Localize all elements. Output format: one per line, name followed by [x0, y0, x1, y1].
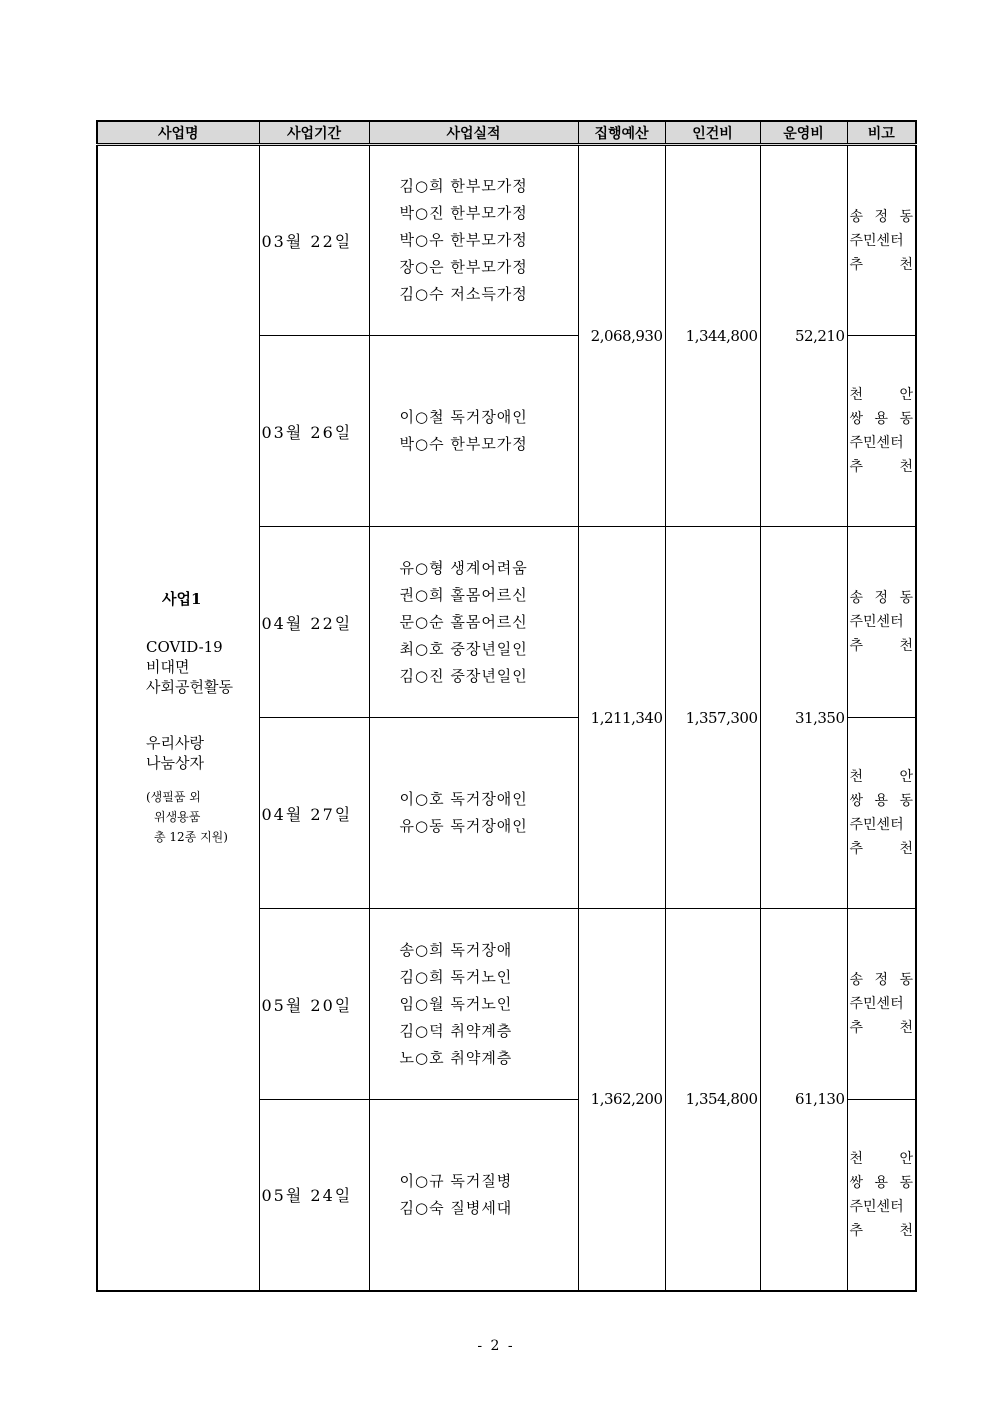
note-line: 송 정 동: [849, 972, 913, 988]
note-line: 천 안: [849, 1150, 913, 1167]
header-row: [97, 121, 916, 145]
result-item: 박○우 한부모가정: [399, 231, 528, 249]
result-item: 박○수 한부모가정: [399, 435, 528, 453]
personnel-cell: 1,344,800: [665, 145, 760, 527]
header-project-name: 사업명: [97, 121, 259, 145]
note-cell: [847, 909, 916, 1100]
header-results: 사업실적: [369, 121, 578, 145]
result-item: 최○호 중장년일인: [399, 639, 528, 658]
budget-cell: 1,211,340: [578, 527, 665, 909]
note-line: 추 천: [849, 459, 913, 475]
note-line: 추 천: [849, 256, 913, 273]
header-note: 비고: [847, 121, 916, 145]
operating-cell: 52,210: [760, 145, 847, 527]
result-item: 김○진 중장년일인: [399, 666, 528, 685]
project-title: 사업1: [162, 590, 202, 609]
header-period: 사업기간: [259, 121, 369, 145]
project-line: 나눔상자: [146, 754, 204, 773]
result-item: 문○순 홀몸어르신: [399, 612, 528, 631]
result-item: 이○철 독거장애인: [399, 408, 528, 426]
result-item: 김○숙 질병세대: [399, 1198, 513, 1217]
result-item: 유○형 생계어려움: [399, 558, 528, 577]
result-item: 이○호 독거장애인: [399, 790, 528, 808]
note-line: 주민센터: [849, 232, 904, 249]
note-line: 쌍 용 동: [849, 1174, 913, 1191]
note-line: 주민센터: [849, 435, 904, 451]
budget-cell: 2,068,930: [578, 145, 665, 527]
project-small-line: 위생용품: [154, 810, 201, 825]
note-line: 추 천: [849, 638, 913, 654]
period-cell: 03월 22일: [259, 145, 369, 336]
header-personnel: 인건비: [665, 121, 760, 145]
project-line: 비대면: [146, 658, 190, 677]
note-line: 추 천: [849, 841, 913, 857]
note-cell: [847, 336, 916, 527]
period-cell: 03월 26일: [259, 336, 369, 527]
results-cell: [369, 718, 578, 909]
period-cell: 04월 27일: [259, 718, 369, 909]
header-budget: 집행예산: [578, 121, 665, 145]
result-item: 장○은 한부모가정: [399, 258, 528, 276]
personnel-cell: 1,357,300: [665, 527, 760, 909]
period-cell: 04월 22일: [259, 527, 369, 718]
table-row: [97, 145, 916, 336]
result-item: 김○덕 취약계층: [399, 1021, 513, 1040]
note-line: 천 안: [849, 387, 913, 403]
budget-cell: 1,362,200: [578, 909, 665, 1291]
result-item: 김○희 독거노인: [399, 967, 513, 986]
results-cell: [369, 527, 578, 718]
page-number: - 2 -: [477, 1338, 515, 1354]
period-cell: 05월 20일: [259, 909, 369, 1100]
note-line: 주민센터: [849, 1198, 904, 1215]
result-item: 김○희 한부모가정: [399, 177, 528, 195]
project-name-cell: [97, 145, 259, 1291]
header-operating: 운영비: [760, 121, 847, 145]
results-cell: [369, 145, 578, 336]
note-line: 주민센터: [849, 996, 904, 1012]
note-line: 주민센터: [849, 614, 904, 630]
note-line: 추 천: [849, 1020, 913, 1036]
project-line: 우리사랑: [146, 734, 204, 753]
result-item: 이○규 독거질병: [399, 1171, 513, 1190]
operating-cell: 61,130: [760, 909, 847, 1291]
project-line: COVID-19: [146, 638, 223, 657]
period-cell: 05월 24일: [259, 1100, 369, 1291]
note-line: 주민센터: [849, 817, 904, 833]
project-small-line: (생필품 외: [146, 790, 201, 805]
results-cell: [369, 1100, 578, 1291]
result-item: 김○수 저소득가정: [399, 285, 528, 303]
note-line: 송 정 동: [849, 208, 913, 225]
result-item: 유○동 독거장애인: [399, 817, 528, 835]
project-table: [96, 120, 917, 1292]
results-cell: [369, 336, 578, 527]
note-cell: [847, 718, 916, 909]
result-item: 노○호 취약계층: [399, 1048, 513, 1067]
result-item: 송○희 독거장애: [399, 940, 513, 959]
note-line: 송 정 동: [849, 590, 913, 606]
results-cell: [369, 909, 578, 1100]
note-cell: [847, 1100, 916, 1291]
operating-cell: 31,350: [760, 527, 847, 909]
note-line: 쌍 용 동: [849, 793, 913, 809]
note-cell: [847, 145, 916, 336]
result-item: 임○월 독거노인: [399, 994, 513, 1013]
note-line: 쌍 용 동: [849, 411, 913, 427]
result-item: 권○희 홀몸어르신: [399, 585, 528, 604]
project-small-line: 총 12종 지원): [154, 830, 228, 845]
note-line: 추 천: [849, 1222, 913, 1239]
note-cell: [847, 527, 916, 718]
note-line: 천 안: [849, 769, 913, 785]
project-line: 사회공헌활동: [146, 678, 233, 697]
personnel-cell: 1,354,800: [665, 909, 760, 1291]
result-item: 박○진 한부모가정: [399, 204, 528, 222]
